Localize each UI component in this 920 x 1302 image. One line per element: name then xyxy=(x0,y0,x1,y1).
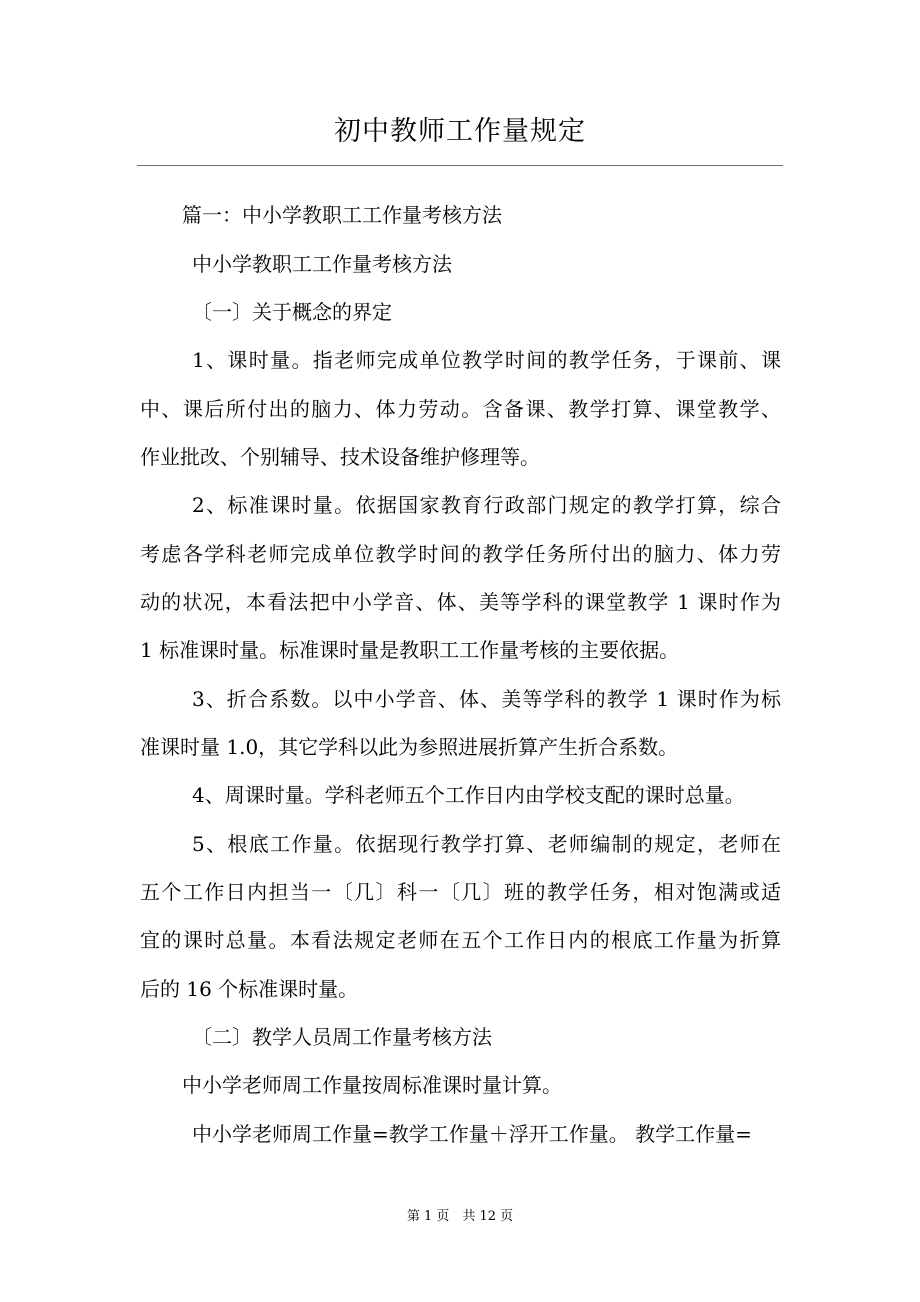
paragraph-line: 作业批改、个别辅导、技术设备维护修理等。 xyxy=(140,445,540,469)
paragraph-line: 1 标准课时量。标准课时量是教职工工作量考核的主要依据。 xyxy=(140,638,680,662)
paragraph-line: 中、课后所付出的脑力、体力劳动。含备课、教学打算、课堂教学、 xyxy=(140,397,781,421)
paragraph-line: 准课时量 1.0，其它学科以此为参照进展折算产生折合系数。 xyxy=(140,735,679,759)
paragraph-line: 3、折合系数。以中小学音、体、美等学科的教学 1 课时作为标 xyxy=(192,687,781,711)
paragraph-line: 2、标准课时量。依据国家教育行政部门规定的教学打算，综合 xyxy=(192,493,781,517)
document-title: 初中教师工作量规定 xyxy=(334,116,586,147)
subsection-heading: 〔二〕教学人员周工作量考核方法 xyxy=(192,1025,492,1049)
subsection-heading: 中小学教职工工作量考核方法 xyxy=(192,252,452,276)
paragraph-line: 五个工作日内担当一〔几〕科一〔几〕班的教学任务，相对饱满或适 xyxy=(140,880,781,904)
paragraph-line: 后的 16 个标准课时量。 xyxy=(140,977,359,1001)
paragraph-line: 5、根底工作量。依据现行教学打算、老师编制的规定，老师在 xyxy=(192,832,781,856)
paragraph-line: 4、周课时量。学科老师五个工作日内由学校支配的课时总量。 xyxy=(192,783,745,807)
paragraph-line: 中小学老师周工作量=教学工作量＋浮开工作量。 教学工作量= xyxy=(192,1122,752,1146)
paragraph-line: 宜的课时总量。本看法规定老师在五个工作日内的根底工作量为折算 xyxy=(140,928,781,952)
page-number: 第 1 页 共 12 页 xyxy=(406,1209,514,1224)
title-underline xyxy=(137,165,783,166)
paragraph-line: 动的状况，本看法把中小学音、体、美等学科的课堂教学 1 课时作为 xyxy=(140,590,781,614)
paragraph-line: 1、课时量。指老师完成单位教学时间的教学任务，于课前、课 xyxy=(192,348,781,372)
paragraph-line: 考虑各学科老师完成单位教学时间的教学任务所付出的脑力、体力劳 xyxy=(140,542,781,566)
section-heading: 篇一：中小学教职工工作量考核方法 xyxy=(182,203,502,227)
paragraph-line: 中小学老师周工作量按周标准课时量计算。 xyxy=(182,1073,562,1097)
subsection-heading: 〔一〕关于概念的界定 xyxy=(192,300,392,324)
